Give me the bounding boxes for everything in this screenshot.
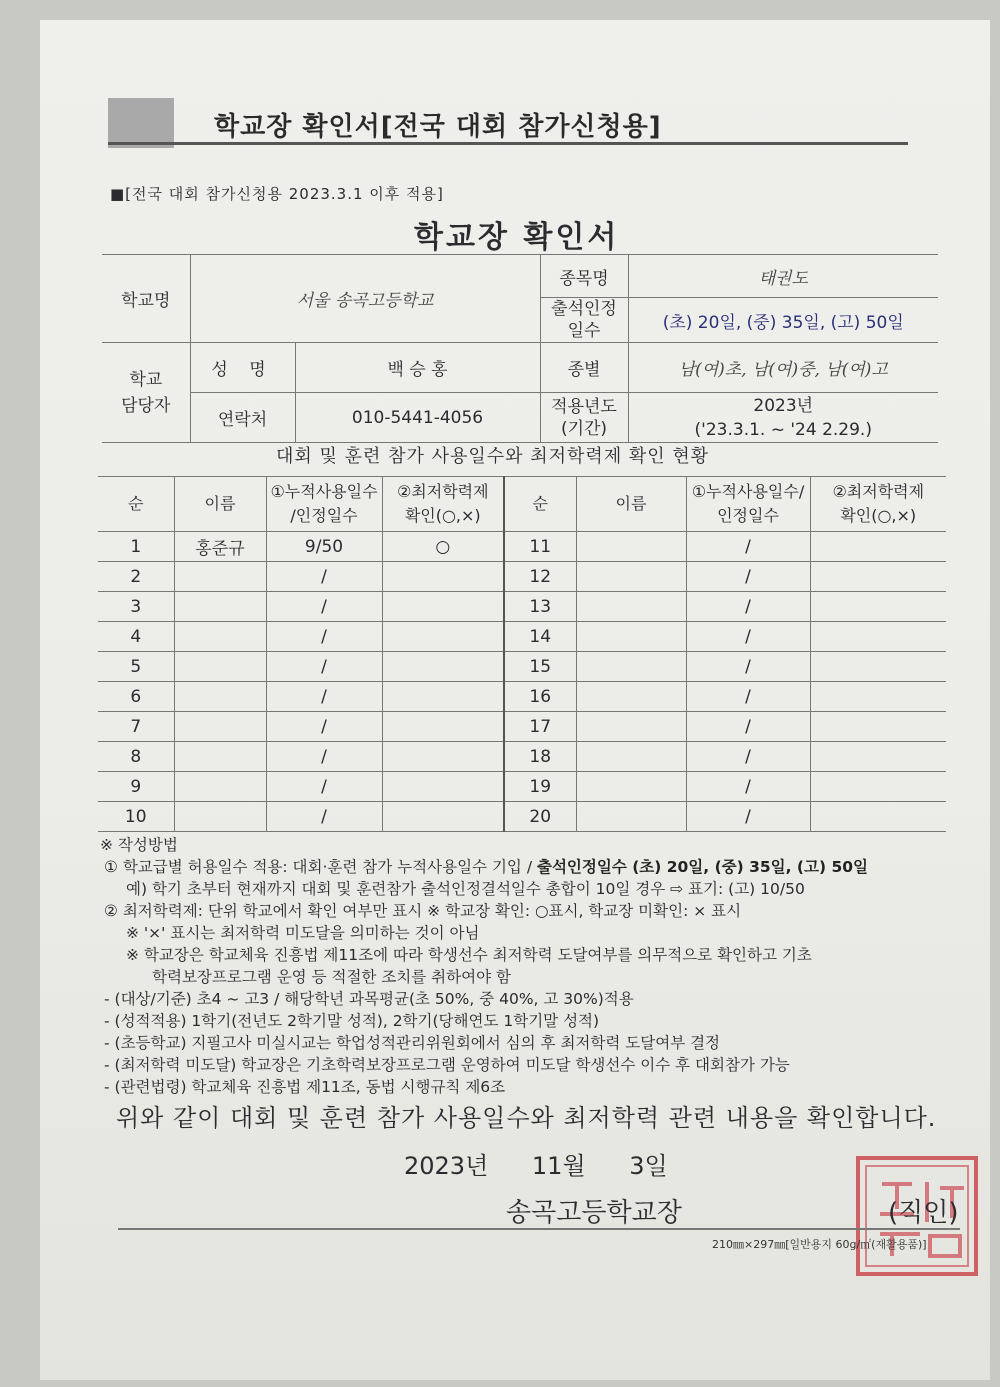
row-number: 1 — [98, 532, 174, 562]
row-number: 12 — [504, 562, 576, 592]
used-days: / — [266, 652, 382, 682]
school-name-value: 서울 송곡고등학교 — [190, 255, 540, 343]
principal-title: 송곡고등학교장 — [506, 1198, 682, 1228]
row-number: 4 — [98, 622, 174, 652]
roster-header-row — [98, 477, 946, 532]
year-label-line1: 적용년도 — [551, 396, 617, 417]
issue-year: 2023년 — [404, 1152, 489, 1180]
header-no: 순 — [98, 477, 174, 532]
attendance-value: (초) 20일, (중) 35일, (고) 50일 — [628, 298, 938, 343]
instruction-line-part: ① 학교급별 허용일수 적용: 대회·훈련 참가 누적사용일수 기입 / — [104, 858, 537, 876]
row-number: 14 — [504, 622, 576, 652]
roster-row — [98, 802, 946, 832]
academic-check — [810, 652, 946, 682]
attendance-label-line1: 출석인정 — [551, 299, 617, 319]
academic-check — [382, 802, 504, 832]
paper-spec: 210㎜×297㎜[일반용지 60g/㎡(재활용품)] — [712, 1238, 927, 1251]
year-value-line1: 2023년 — [753, 395, 814, 416]
used-days: / — [686, 592, 810, 622]
academic-check — [810, 802, 946, 832]
header-name: 이름 — [174, 477, 266, 532]
issue-day: 3일 — [629, 1152, 668, 1180]
confirmation-statement: 위와 같이 대회 및 훈련 참가 사용일수와 최저학력 관련 내용을 확인합니다. — [116, 1104, 937, 1132]
footer-rule — [118, 1228, 960, 1230]
athlete-name — [576, 772, 686, 802]
instruction-line: ② 최저학력제: 단위 학교에서 확인 여부만 표시 ※ 학교장 확인: ○표시, 학교장 미확인: × 표시 — [104, 902, 742, 920]
contact-name-value: 백 승 홍 — [295, 343, 540, 393]
applies-note: ■[전국 대회 참가신청용 2023.3.1 이후 적용] — [110, 185, 444, 203]
event-label: 종목명 — [540, 255, 628, 298]
instruction-line: - (관련법령) 학교체육 진흥법 제11조, 동법 시행규칙 제6조 — [104, 1078, 506, 1096]
gender-label: 종별 — [540, 343, 628, 393]
used-days: / — [686, 772, 810, 802]
used-days: / — [686, 532, 810, 562]
header-academic-right — [810, 477, 946, 532]
main-title: 학교장 확인서 — [414, 220, 620, 255]
used-days: / — [266, 802, 382, 832]
year-value — [628, 393, 938, 443]
academic-check — [382, 622, 504, 652]
row-number: 19 — [504, 772, 576, 802]
athlete-name — [174, 592, 266, 622]
header-academic — [382, 477, 504, 532]
used-days: / — [686, 652, 810, 682]
header-days-right-line2: 인정일수 — [717, 506, 779, 525]
academic-check — [382, 772, 504, 802]
row-number: 11 — [504, 532, 576, 562]
athlete-name — [576, 592, 686, 622]
row-number: 18 — [504, 742, 576, 772]
athlete-name — [576, 532, 686, 562]
header-days-line1: ①누적사용일수 — [270, 482, 378, 501]
row-number: 8 — [98, 742, 174, 772]
athlete-name — [174, 802, 266, 832]
row-number: 9 — [98, 772, 174, 802]
year-label — [540, 393, 628, 443]
instructions — [100, 834, 960, 1098]
header-days — [266, 477, 382, 532]
academic-check — [382, 652, 504, 682]
athlete-name — [174, 712, 266, 742]
athlete-name — [174, 562, 266, 592]
header-days-line2: /인정일수 — [290, 506, 358, 525]
school-name-label: 학교명 — [102, 255, 190, 343]
attendance-emphasis: 출석인정일수 (초) 20일, (중) 35일, (고) 50일 — [536, 858, 869, 876]
header-academic-right-line1: ②최저학력제 — [832, 482, 925, 501]
athlete-name — [174, 652, 266, 682]
academic-check — [810, 592, 946, 622]
header-academic-line2: 확인(○,×) — [404, 506, 481, 525]
athlete-name — [576, 562, 686, 592]
athlete-name — [174, 682, 266, 712]
academic-check — [810, 742, 946, 772]
year-value-line2: ('23.3.1. ~ '24 2.29.) — [694, 419, 872, 440]
roster-body — [98, 532, 946, 832]
used-days: / — [266, 712, 382, 742]
roster-row — [98, 562, 946, 592]
used-days: / — [266, 562, 382, 592]
used-days: / — [686, 622, 810, 652]
contact-label-line2: 담당자 — [121, 395, 171, 416]
row-number: 13 — [504, 592, 576, 622]
used-days: / — [686, 712, 810, 742]
athlete-name — [576, 652, 686, 682]
roster-table — [98, 476, 946, 832]
athlete-name — [576, 742, 686, 772]
academic-check — [810, 682, 946, 712]
academic-check — [810, 772, 946, 802]
school-info-table — [102, 254, 938, 443]
gender-value: 남(여)초, 남(여)중, 남(여)고 — [628, 343, 938, 393]
header-academic-line1: ②최저학력제 — [396, 482, 489, 501]
used-days: / — [686, 742, 810, 772]
header-name-right: 이름 — [576, 477, 686, 532]
document-header-title: 학교장 확인서[전국 대회 참가신청용] — [214, 112, 662, 142]
athlete-name — [174, 772, 266, 802]
used-days: / — [266, 742, 382, 772]
athlete-name — [576, 622, 686, 652]
instruction-line: - (초등학교) 지필고사 미실시교는 학업성적관리위원회에서 심의 후 최저학력 도달여부 결정 — [104, 1034, 721, 1052]
seal-label: (직인) — [888, 1198, 959, 1228]
roster-row — [98, 532, 946, 562]
athlete-name — [576, 682, 686, 712]
header-no-right: 순 — [504, 477, 576, 532]
roster-row — [98, 652, 946, 682]
academic-check — [382, 562, 504, 592]
row-number: 2 — [98, 562, 174, 592]
used-days: / — [686, 802, 810, 832]
instruction-line: ※ 학교장은 학교체육 진흥법 제11조에 따라 학생선수 최저학력 도달여부를 의무적으로 확인하고 기초 — [126, 946, 812, 964]
year-label-line2: (기간) — [560, 418, 608, 439]
row-number: 3 — [98, 592, 174, 622]
roster-row — [98, 622, 946, 652]
used-days: 9/50 — [266, 532, 382, 562]
used-days: / — [686, 682, 810, 712]
contact-phone-label: 연락처 — [190, 393, 295, 443]
academic-check — [382, 742, 504, 772]
academic-check — [810, 622, 946, 652]
attendance-label-line2: 일수 — [567, 321, 601, 341]
roster-row — [98, 592, 946, 622]
academic-check — [810, 712, 946, 742]
athlete-name — [576, 802, 686, 832]
header-gray-block — [108, 98, 174, 148]
used-days: / — [266, 622, 382, 652]
roster-row — [98, 712, 946, 742]
row-number: 17 — [504, 712, 576, 742]
instruction-line: ※ '×' 표시는 최저학력 미도달을 의미하는 것이 아님 — [126, 924, 480, 942]
instruction-line: - (대상/기준) 초4 ~ 고3 / 해당학년 과목평균(초 50%, 중 40%, 고 30%)적용 — [104, 990, 634, 1008]
academic-check — [810, 562, 946, 592]
contact-phone-value: 010-5441-4056 — [295, 393, 540, 443]
used-days: / — [266, 592, 382, 622]
instruction-line: - (최저학력 미도달) 학교장은 기초학력보장프로그램 운영하여 미도달 학생선수 이수 후 대회참가 가능 — [104, 1056, 790, 1074]
section-title: 대회 및 훈련 참가 사용일수와 최저학력제 확인 현황 — [276, 446, 710, 467]
header-academic-right-line2: 확인(○,×) — [840, 506, 917, 525]
roster-row — [98, 682, 946, 712]
instruction-line: 예) 학기 초부터 현재까지 대회 및 훈련참가 출석인정결석일수 총합이 10일 경우 ⇨ 표기: (고) 10/50 — [126, 880, 805, 898]
contact-label — [102, 343, 190, 443]
academic-check — [382, 592, 504, 622]
academic-check: ○ — [382, 532, 504, 562]
header-rule — [108, 142, 908, 145]
used-days: / — [686, 562, 810, 592]
contact-name-label: 성 명 — [190, 343, 295, 393]
instruction-line: 학력보장프로그램 운영 등 적절한 조치를 취하여야 함 — [152, 968, 511, 986]
issue-month: 11월 — [531, 1152, 586, 1180]
athlete-name — [174, 622, 266, 652]
row-number: 16 — [504, 682, 576, 712]
contact-label-line1: 학교 — [129, 369, 163, 390]
attendance-label — [540, 298, 628, 343]
instructions-heading: ※ 작성방법 — [100, 836, 178, 854]
instruction-line — [100, 856, 960, 878]
row-number: 10 — [98, 802, 174, 832]
row-number: 7 — [98, 712, 174, 742]
issue-date — [404, 1146, 668, 1181]
athlete-name — [174, 742, 266, 772]
row-number: 15 — [504, 652, 576, 682]
academic-check — [382, 712, 504, 742]
row-number: 6 — [98, 682, 174, 712]
used-days: / — [266, 682, 382, 712]
academic-check — [382, 682, 504, 712]
row-number: 20 — [504, 802, 576, 832]
used-days: / — [266, 772, 382, 802]
event-value: 태권도 — [628, 255, 938, 298]
header-days-right-line1: ①누적사용일수/ — [691, 482, 805, 501]
academic-check — [810, 532, 946, 562]
roster-row — [98, 742, 946, 772]
header-days-right — [686, 477, 810, 532]
instruction-line: - (성적적용) 1학기(전년도 2학기말 성적), 2학기(당해연도 1학기말 성적) — [104, 1012, 600, 1030]
athlete-name: 홍준규 — [174, 532, 266, 562]
athlete-name — [576, 712, 686, 742]
roster-row — [98, 772, 946, 802]
row-number: 5 — [98, 652, 174, 682]
